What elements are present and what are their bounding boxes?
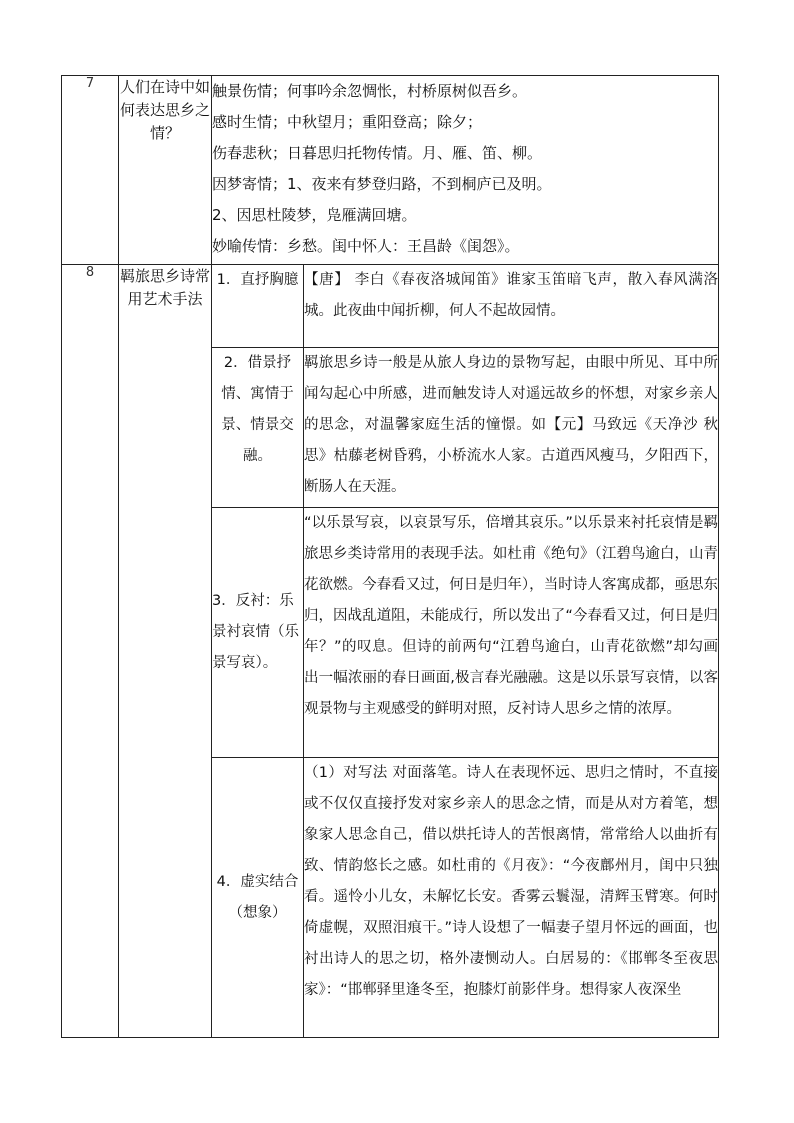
row-topic: 人们在诗中如何表达思乡之情？: [119, 76, 212, 265]
technique-label: 4．虚实结合（想象）: [212, 758, 304, 1038]
row-7-content: [212, 76, 719, 265]
row-topic: 羁旅思乡诗常用艺术手法: [119, 265, 212, 1038]
table-row-8-1: [62, 265, 719, 348]
technique-description: “以乐景写哀，以哀景写乐，倍增其哀乐。”以乐景来衬托哀情是羁旅思乡类诗常用的表现手法。如杜甫《绝句》（江碧鸟逾白，山青花欲燃。今春看又过，何日是归年），当时诗人客寓成都，亟思东归，因战乱道阻，未能成行，所以发出了“今春看又过，何日是归年？”的叹息。但诗的前两句“江碧鸟逾白，山青花欲燃”却勾画出一幅浓丽的春日画面,极言春光融融。这是以乐景写哀情，以客观景物与主观感受的鲜明对照，反衬诗人思乡之情的浓厚。: [304, 508, 719, 758]
technique-description: 【唐】 李白《春夜洛城闻笛》谁家玉笛暗飞声，散入春风满洛城。此夜曲中闻折柳，何人不起故园情。: [304, 265, 719, 348]
content-line: 伤春悲秋；日暮思归托物传情。月、雁、笛、柳。: [212, 144, 543, 162]
row-number: 7: [62, 76, 119, 265]
technique-label: 2．借景抒情、寓情于景、情景交融。: [212, 348, 304, 508]
content-line: 妙喻传情：乡愁。闺中怀人：王昌龄《闺怨》。: [212, 237, 520, 255]
technique-description: （1）对写法 对面落笔。诗人在表现怀远、思归之情时，不直接或不仅仅直接抒发对家乡亲人的思念之情，而是从对方着笔，想象家人思念自己，借以烘托诗人的苦恨离情，常常给人以曲折有致、情韵悠长之感。如杜甫的《月夜》：“今夜鄜州月，闺中只独看。遥怜小儿女，未解忆长安。香雾云鬟湿，清辉玉臂寒。何时倚虚幌，双照泪痕干。”诗人设想了一幅妻子望月怀远的画面，也衬出诗人的思之切，格外凄恻动人。白居易的：《邯郸冬至夜思家》：“邯郸驿里逢冬至，抱膝灯前影伴身。想得家人夜深坐: [304, 758, 719, 1038]
table-row-7: [62, 76, 719, 265]
technique-label: 1．直抒胸臆: [212, 265, 304, 348]
content-line: 感时生情；中秋望月；重阳登高；除夕；: [212, 113, 483, 131]
poetry-table: [61, 75, 719, 1038]
technique-label: 3．反衬：乐景衬哀情（乐景写哀）。: [212, 508, 304, 758]
row-number: 8: [62, 265, 119, 1038]
content-line: 触景伤情；何事吟余忽惆怅，村桥原树似吾乡。: [212, 82, 528, 100]
content-line: 2、因思杜陵梦，凫雁满回塘。: [212, 206, 417, 224]
technique-description: 羁旅思乡诗一般是从旅人身边的景物写起，由眼中所见、耳中所闻勾起心中所感，进而触发诗人对遥远故乡的怀想，对家乡亲人的思念，对温馨家庭生活的憧憬。如【元】马致远《天净沙 秋思》枯藤老树昏鸦，小桥流水人家。古道西风瘦马，夕阳西下，断肠人在天涯。: [304, 348, 719, 508]
content-line: 因梦寄情；1、夜来有梦登归路，不到桐庐已及明。: [212, 175, 552, 193]
